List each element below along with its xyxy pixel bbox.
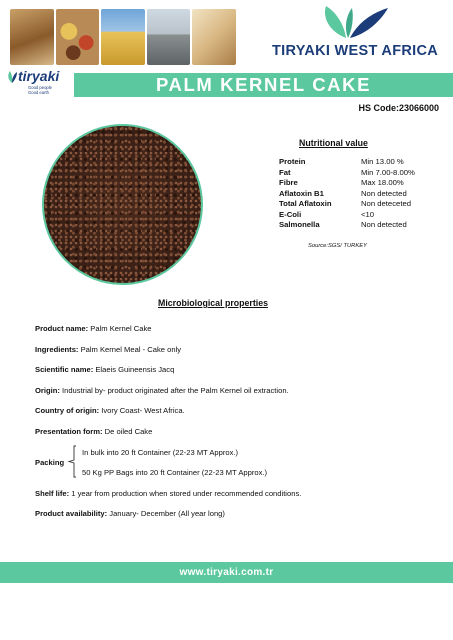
nutrition-row [279, 178, 444, 189]
nutrition-label: Aflatoxin B1 [279, 188, 324, 198]
origin-label: Origin: [35, 386, 60, 395]
presentation-form-label: Presentation form: [35, 427, 103, 436]
nutrition-label: Fat [279, 167, 291, 177]
tiryaki-tagline [28, 85, 52, 95]
nutrition-label: E-Coli [279, 209, 302, 219]
nutrition-row [279, 220, 444, 231]
wheat-photo [10, 9, 54, 65]
header-photo-strip [10, 9, 236, 65]
scientific-name-line [35, 365, 174, 374]
nutritional-value-title: Nutritional value [299, 138, 368, 148]
ingredients-label: Ingredients: [35, 345, 79, 354]
palm-kernel-cake-photo [42, 124, 203, 285]
ingredients-line [35, 345, 181, 354]
nutrition-value: <10 [361, 209, 375, 219]
source-note: Source:SGS/ TURKEY [308, 243, 367, 249]
hs-code: HS Code:23066000 [358, 103, 439, 113]
website-link[interactable]: www.tiryaki.com.tr [179, 567, 274, 578]
tagline-line-1: Good people [28, 85, 52, 90]
nutrition-row [279, 189, 444, 200]
product-name-value: Palm Kernel Cake [88, 324, 152, 333]
microbiological-properties-title: Microbiological properties [158, 298, 268, 308]
origin-line [35, 386, 289, 395]
packing-label: Packing [35, 458, 65, 467]
nutrition-row [279, 210, 444, 221]
availability-value: January- December (All year long) [107, 509, 225, 518]
shelf-life-line [35, 489, 301, 498]
nutrition-value: Non detected [361, 188, 407, 198]
nutrition-value: Min 13.00 % [361, 157, 404, 166]
nutrition-value: Min 7.00-8.00% [361, 167, 415, 177]
nutrition-value: Non deteceted [361, 199, 412, 208]
silo-photo [147, 9, 191, 65]
spices-photo [56, 9, 100, 65]
brand-name: TIRYAKI WEST AFRICA [271, 43, 438, 59]
country-label: Country of origin: [35, 406, 100, 415]
nutrition-label: Salmonella [279, 220, 320, 229]
nutrition-row [279, 157, 444, 168]
scientific-name-value: Elaeis Guineensis Jacq [93, 365, 175, 374]
availability-line [35, 509, 225, 518]
nutrition-row [279, 199, 444, 210]
scientific-name-label: Scientific name: [35, 365, 94, 374]
shelf-life-value: 1 year from production when stored under recommended conditions. [69, 489, 302, 498]
title-banner [74, 73, 453, 97]
field-photo [101, 9, 145, 65]
product-name-label: Product name: [35, 324, 89, 333]
nutrition-label: Protein [279, 157, 306, 166]
packing-option-2: 50 Kg PP Bags into 20 ft Container (22-23 MT Approx.) [82, 468, 268, 477]
availability-label: Product availability: [35, 509, 108, 518]
nutrition-label: Total Aflatoxin [279, 199, 332, 208]
nutrition-row [279, 168, 444, 179]
flour-photo [192, 9, 236, 65]
leaf-logo-icon [260, 2, 450, 42]
page-title: PALM KERNEL CAKE [155, 74, 372, 95]
nutrition-value: Max 18.00% [361, 178, 404, 187]
shelf-life-label: Shelf life: [35, 489, 70, 498]
presentation-form-line [35, 427, 152, 436]
product-name-line [35, 324, 151, 333]
country-line [35, 406, 185, 415]
tiryaki-wordmark: tiryaki [18, 68, 60, 84]
tiryaki-west-africa-logo [260, 2, 450, 70]
nutrition-table [279, 157, 444, 231]
tagline-line-2: Good earth [28, 90, 49, 95]
nutrition-label: Fibre [279, 178, 298, 187]
country-value: Ivory Coast- West Africa. [99, 406, 185, 415]
brace-icon [66, 445, 80, 478]
tiryaki-mark-icon [6, 70, 18, 84]
tiryaki-logo [6, 68, 72, 100]
packing-option-1: In bulk into 20 ft Container (22-23 MT Approx.) [82, 448, 239, 457]
nutrition-value: Non detected [361, 220, 407, 229]
presentation-form-value: De oiled Cake [102, 427, 153, 436]
ingredients-value: Palm Kernel Meal - Cake only [78, 345, 182, 354]
footer-bar [0, 562, 453, 583]
origin-value: Industrial by- product originated after the Palm Kernel oil extraction. [59, 386, 289, 395]
